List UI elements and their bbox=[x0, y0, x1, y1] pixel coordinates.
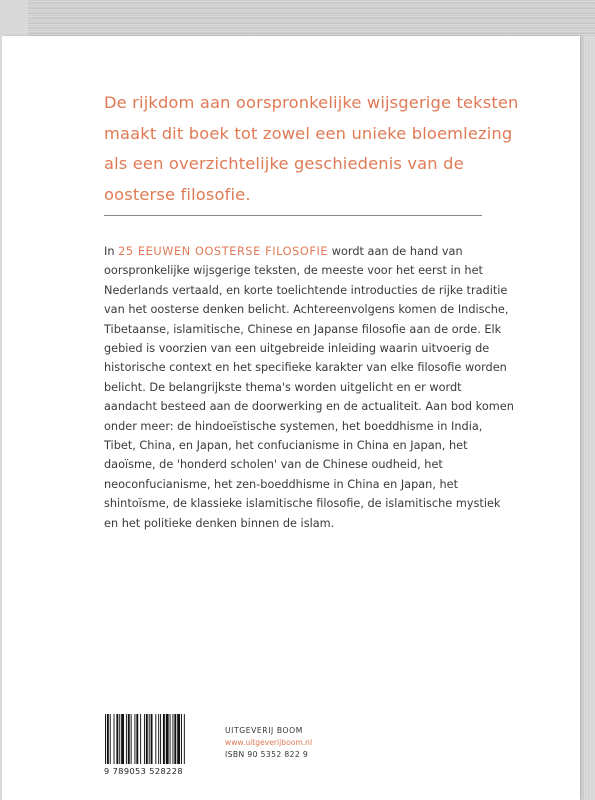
tagline: De rijkdom aan oorspronkelijke wijsgerige teksten maakt dit boek tot zowel een unieke bloemlezing als een overzichtelijke geschiedenis van de oosterse filosofie. bbox=[104, 93, 519, 204]
publisher-block bbox=[225, 725, 312, 761]
publisher-website[interactable]: www.uitgeverijboom.nl bbox=[225, 738, 313, 747]
barcode bbox=[104, 714, 208, 776]
divider bbox=[104, 215, 482, 216]
isbn-number: ISBN 90 5352 822 9 bbox=[225, 750, 309, 759]
page-block-right bbox=[580, 36, 595, 800]
publisher-name: UITGEVERIJ BOOM bbox=[225, 726, 303, 735]
barcode-digits: 9 789053 528228 bbox=[104, 766, 183, 776]
barcode-bars bbox=[104, 714, 208, 766]
description-intro: In bbox=[104, 245, 119, 258]
description-text: wordt aan de hand van oorspronkelijke wijsgerige teksten, de meeste voor het eerst in het Nederlands vertaald, en korte toelichtende introducties de rijke traditie van het oosterse denken belicht. Achtereenvolgens komen de Indische, Tibetaanse, islamitische, Chinese en Japanse filosofie aan de orde. Elk gebied is voorzien van een uitgebreide inleiding waarin uitvoerig de historische context en het specifieke karakter van elke filosofie worden belicht. De belangrijkste thema's worden uitgelicht en er wordt aandacht besteed aan de doorwerking en de actualiteit. Aan bod komen onder meer: de hindoeïstische systemen, het boeddhisme in India, Tibet, China, en Japan, het confucianisme in China en Japan, het daoïsme, de 'honderd scholen' van de Chinese oudheid, het neoconfucianisme, het zen-boeddhisme in China en Japan, het shintoïsme, de klassieke islamitische filosofie, de islamitische mystiek en het politieke denken binnen de islam. bbox=[104, 245, 514, 530]
book-title: 25 EEUWEN OOSTERSE FILOSOFIE bbox=[118, 245, 329, 258]
description bbox=[104, 242, 514, 533]
